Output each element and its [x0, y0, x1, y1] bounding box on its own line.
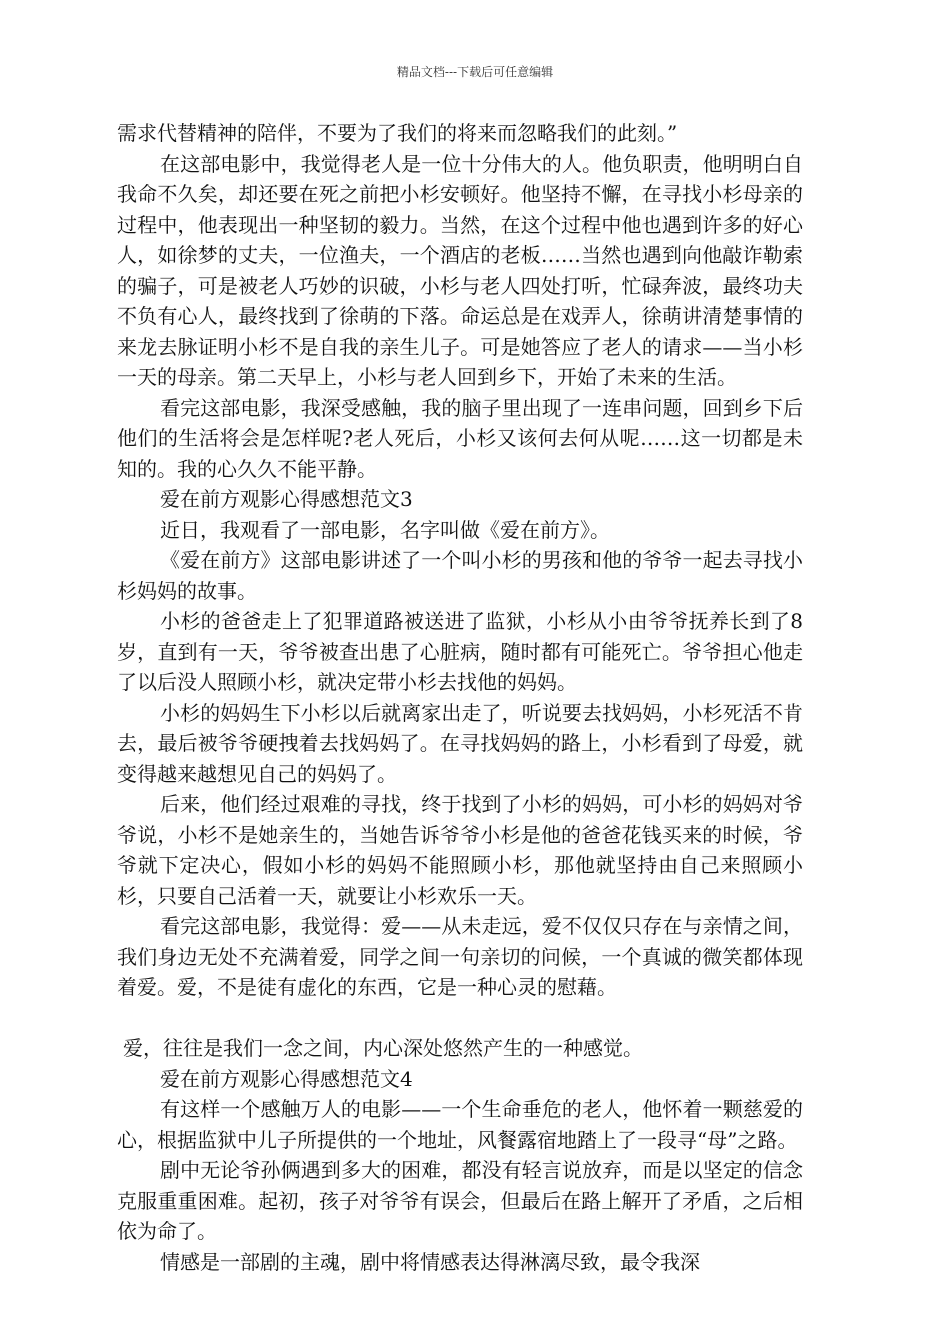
paragraph: 情感是一部剧的主魂，剧中将情感表达得淋漓尽致，最令我深: [160, 1249, 700, 1274]
paragraph: 剧中无论爷孙俩遇到多大的困难，都没有轻言说放弃，而是以坚定的信念克服重重困难。起初，孩子对爷爷有误会，但最后在路上解开了矛盾，之后相依为命了。: [117, 1158, 803, 1243]
paragraph: 在这部电影中，我觉得老人是一位十分伟大的人。他负职责，他明明白自我命不久矣，却还要在死之前把小杉安顿好。他坚持不懈，在寻找小杉母亲的过程中，他表现出一种坚韧的毅力。当然，在这个过程中他也遇到许多的好心人，如徐梦的丈夫，一位渔夫，一个酒店的老板……当然也遇到向他敲诈勒索的骗子，可是被老人巧妙的识破，小杉与老人四处打听，忙碌奔波，最终功夫不负有心人，最终找到了徐萌的下落。命运总是在戏弄人，徐萌讲清楚事情的来龙去脉证明小杉不是自我的亲生儿子。可是她答应了老人的请求——当小杉一天的母亲。第二天早上，小杉与老人回到乡下，开始了未来的生活。: [117, 151, 803, 389]
paragraph: 看完这部电影，我觉得：爱——从未走远，爱不仅仅只存在与亲情之间，我们身边无处不充满着爱，同学之间一句亲切的问候，一个真诚的微笑都体现着爱。爱，不是徒有虚化的东西，它是一种心灵的慰藉。: [117, 914, 803, 999]
paragraph: 后来，他们经过艰难的寻找，终于找到了小杉的妈妈，可小杉的妈妈对爷爷说，小杉不是她亲生的，当她告诉爷爷小杉是他的爸爸花钱买来的时候，爷爷就下定决心，假如小杉的妈妈不能照顾小杉，那他就坚持由自己来照顾小杉，只要自己活着一天，就要让小杉欢乐一天。: [117, 792, 803, 908]
paragraph: 看完这部电影，我深受感触，我的脑子里出现了一连串问题，回到乡下后他们的生活将会是怎样呢?老人死后，小杉又该何去何从呢……这一切都是未知的。我的心久久不能平静。: [117, 395, 803, 481]
section-heading: 爱在前方观影心得感想范文4: [160, 1066, 413, 1091]
paragraph: 小杉的妈妈生下小杉以后就离家出走了，听说要去找妈妈，小杉死活不肯去，最后被爷爷硬拽着去找妈妈了。在寻找妈妈的路上，小杉看到了母爱，就变得越来越想见自己的妈妈了。: [117, 700, 803, 786]
blank-line: [117, 1003, 803, 1034]
paragraph: 有这样一个感触万人的电影——一个生命垂危的老人，他怀着一颗慈爱的心，根据监狱中儿子所提供的一个地址，风餐露宿地踏上了一段寻“母”之路。: [117, 1097, 803, 1152]
page-header: 精品文档---下载后可任意编辑: [396, 65, 554, 79]
section-heading: 爱在前方观影心得感想范文3: [160, 487, 413, 511]
paragraph: 爱，往往是我们一念之间，内心深处悠然产生的一种感觉。: [123, 1036, 643, 1060]
paragraph: 《爱在前方》这部电影讲述了一个叫小杉的男孩和他的爷爷一起去寻找小杉妈妈的故事。: [117, 548, 803, 603]
document-body: [117, 118, 803, 1277]
paragraph: 近日，我观看了一部电影，名字叫做《爱在前方》。: [160, 517, 610, 542]
paragraph-continuation: 需求代替精神的陪伴，不要为了我们的将来而忽略我们的此刻。”: [117, 121, 678, 145]
paragraph: 小杉的爸爸走上了犯罪道路被送进了监狱，小杉从小由爷爷抚养长到了8岁，直到有一天，爷爷被查出患了心脏病，随时都有可能死亡。爷爷担心他走了以后没人照顾小杉，就决定带小杉去找他的妈妈。: [117, 609, 803, 694]
